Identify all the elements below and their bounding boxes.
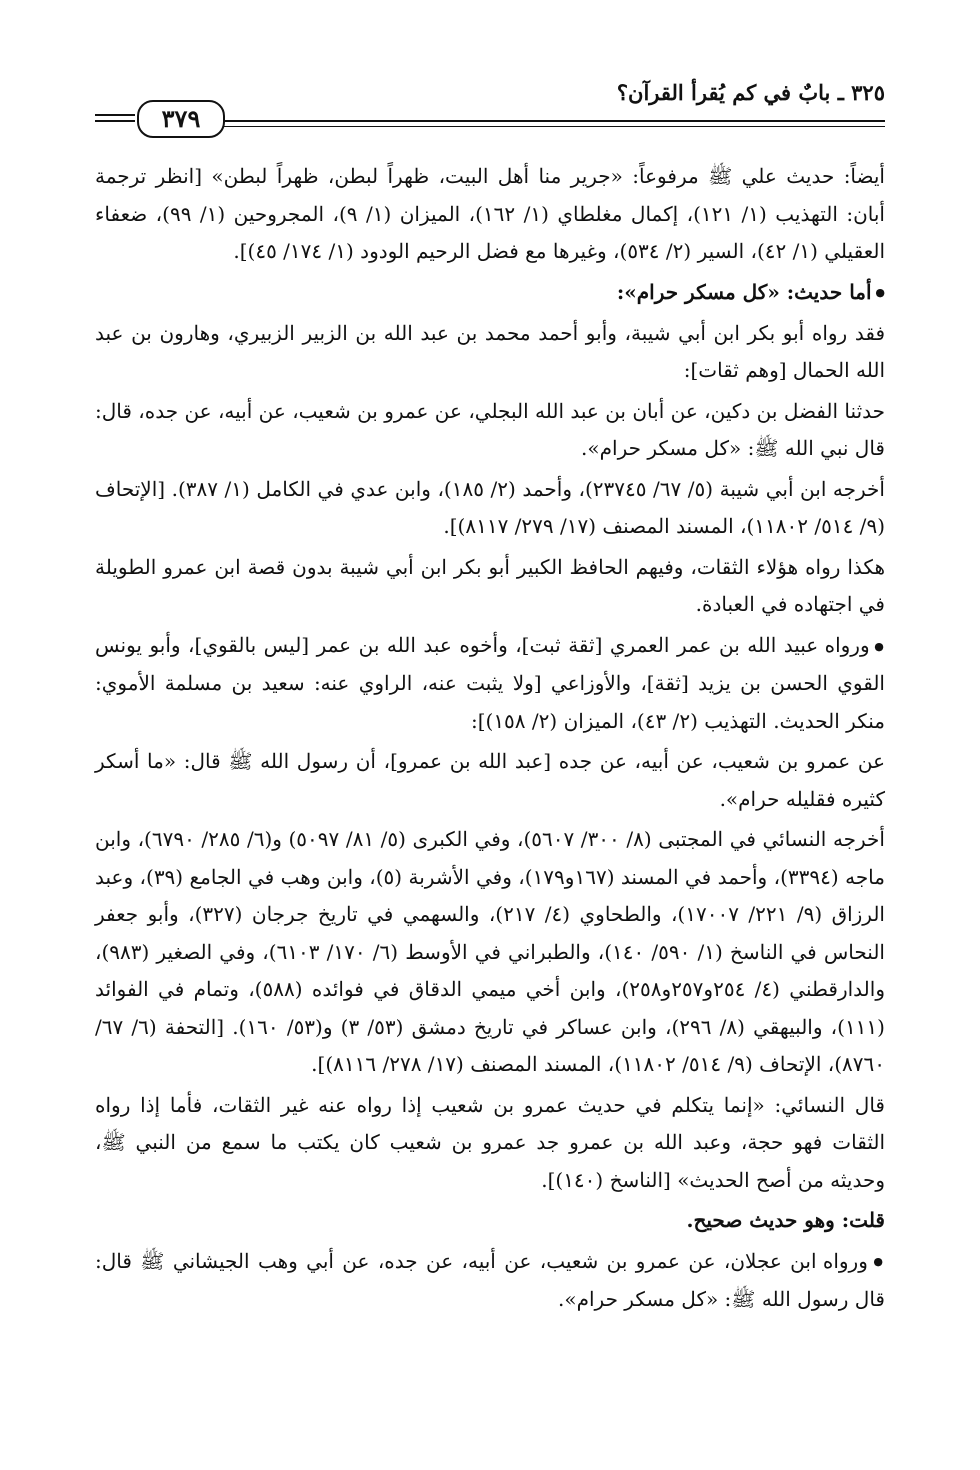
paragraph: حدثنا الفضل بن دكين، عن أبان بن عبد الله البجلي، عن عمرو بن شعيب، عن أبيه، عن جده، قال: قال نبي الله ﷺ: «كل مسكر حرام». [95, 398, 885, 461]
bullet-paragraph: ● ورواه عبيد الله بن عمر العمري [ثقة ثبت]، وأخوه عبد الله بن عمر [ليس بالقوي]، وأبو يونس القوي الحسن بن يزيد [ثقة]، والأوزاعي [ولا يثبت عنه، الراوي عنه: سعيد بن مسلمة الأموي: منكر الحديث. التهذيب (٢/ ٤٣)، الميزان (٢/ ١٥٨)]: [95, 627, 885, 740]
ornament-line [95, 114, 135, 116]
paragraph: أيضاً: حديث علي ﷺ مرفوعاً: «جرير منا أهل البيت، ظهراً لبطن، ظهراً لبطن» [انظر ترجمة أبان: التهذيب (١/ ١٢١)، إكمال مغلطاي (١/ ١٦٢)، الميزان (١/ ٩)، المجروحين (١/ ٩٩)، ضعفاء العقيلي (١/ ٤٢)، السير (٢/ ٥٣٤)، وغيرها مع فضل الرحيم الودود (١/ ١٧٤/ ٤٥)]. [95, 164, 885, 263]
paragraph: أخرجه النسائي في المجتبى (٨/ ٣٠٠/ ٥٦٠٧)، وفي الكبرى (٥/ ٨١/ ٥٠٩٧) و(٦/ ٢٨٥/ ٦٧٩٠)، وابن ماجه (٣٣٩٤)، وأحمد في المسند (١٦٧و١٧٩)، وفي الأشربة (٥)، وابن وهب في الجامع (٣٩)، وعبد الرزاق (٩/ ٢٢١/ ١٧٠٠٧)، والطحاوي (٤/ ٢١٧)، والسهمي في تاريخ جرجان (٣٢٧)، وأبو جعفر النحاس في الناسخ (١/ ٥٩٠/ ١٤٠)، والطبراني في الأوسط (٦/ ١٧٠/ ٦١٠٣)، وفي الصغير (٩٨٣)، والدارقطني (٤/ ٢٥٤و٢٥٧و٢٥٨)، وابن أخي ميمي الدقاق في فوائده (٥٨٨)، وتمام في الفوائد (١١١)، والبيهقي (٨/ ٢٩٦)، وابن عساكر في تاريخ دمشق (٥٣/ ٣) و(٥٣/ ١٦٠). [التحفة (٦/ ٦٧/ ٨٧٦٠)، الإتحاف (٩/ ٥١٤/ ١١٨٠٢)، المسند المصنف (١٧/ ٢٧٨/ ٨١١٦)]. [95, 827, 885, 1076]
chapter-title: ٣٢٥ ـ بابٌ في كم يُقرأ القرآن؟ [616, 80, 885, 105]
page-header [95, 80, 885, 140]
paragraph: أخرجه ابن أبي شيبة (٥/ ٦٧/ ٢٣٧٤٥)، وأحمد (٢/ ١٨٥)، وابن عدي في الكامل (١/ ٣٨٧). [الإتحاف (٩/ ٥١٤/ ١١٨٠٢)، المسند المصنف (١٧/ ٢٧٩/ ٨١١٧)]. [95, 476, 885, 539]
header-rule-thin [223, 126, 885, 127]
header-rule [223, 120, 885, 122]
paragraph: قال النسائي: «إنما يتكلم في حديث عمرو بن شعيب إذا رواه عنه غير الثقات، فأما إذا رواه الثقات فهو حجة، وعبد الله بن عمرو جد عمرو بن شعيب كان يكتب ما سمع من النبي ﷺ، وحديثه من أصح الحديث» [الناسخ (١٤٠)]. [95, 1092, 885, 1192]
bullet-paragraph: ● أما حديث: «كل مسكر حرام»: [95, 274, 885, 312]
page-number-ornament [95, 100, 225, 136]
paragraph: قلت: وهو حديث صحيح. [686, 1208, 885, 1232]
paragraph: فقد رواه أبو بكر ابن أبي شيبة، وأبو أحمد محمد بن عبد الله بن الزبير الزبيري، وهارون بن عبد الله الحمال [وهم ثقات]: [95, 320, 885, 383]
ornament-line [95, 120, 135, 122]
page-body [95, 158, 885, 1321]
bullet-paragraph: ● ورواه ابن عجلان، عن عمرو بن شعيب، عن أبيه، عن جده، عن أبي وهب الجيشاني ﷺ قال: قال رسول الله ﷺ: «كل مسكر حرام». [95, 1243, 885, 1319]
page-number: ٣٧٩ [137, 100, 225, 138]
paragraph: هكذا رواه هؤلاء الثقات، وفيهم الحافظ الكبير أبو بكر ابن أبي شيبة بدون قصة ابن عمرو الطويلة في اجتهاده في العبادة. [95, 554, 885, 617]
paragraph: عن عمرو بن شعيب، عن أبيه، عن جده [عبد الله بن عمرو]، أن رسول الله ﷺ قال: «ما أسكر كثيره فقليله حرام». [95, 749, 885, 811]
